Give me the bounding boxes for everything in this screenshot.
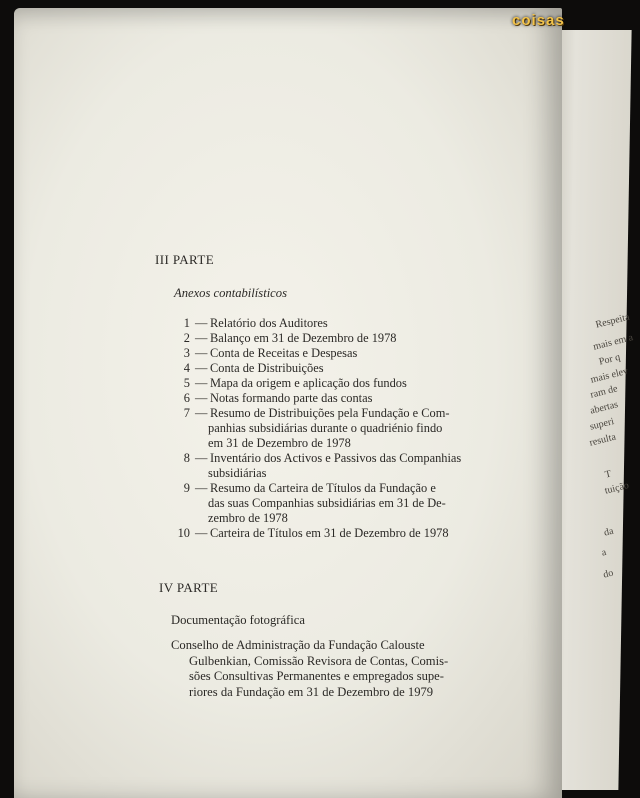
- annex-item-number: 4: [183, 361, 190, 375]
- annex-item-text: subsidiárias: [208, 466, 267, 480]
- facing-page-text: tuição: [603, 480, 630, 497]
- part-iv-heading: IV PARTE: [159, 580, 219, 595]
- annex-item-number: 9: [183, 481, 190, 495]
- annex-item-number: 5: [183, 376, 190, 390]
- annex-item-text: zembro de 1978: [208, 511, 288, 525]
- annex-item-number: 6: [183, 391, 190, 405]
- facing-page-text: Respeita: [594, 311, 631, 331]
- facing-page-text: da: [602, 525, 615, 539]
- annex-item-dash: —: [195, 451, 208, 465]
- annex-item-text: Carteira de Títulos em 31 de Dezembro de 1978: [210, 526, 449, 540]
- annex-item-number: 2: [183, 331, 190, 345]
- annex-item-dash: —: [195, 391, 208, 405]
- facing-page-text: mais elev: [589, 365, 630, 386]
- part-iii-heading: III PARTE: [155, 252, 215, 267]
- annex-item-text: Relatório dos Auditores: [210, 316, 328, 330]
- facing-page-text: a: [600, 546, 608, 559]
- paragraph-line: riores da Fundação em 31 de Dezembro de 1979: [189, 684, 434, 699]
- paragraph-line: Conselho de Administração da Fundação Calouste: [171, 638, 425, 652]
- annex-item-number: 3: [183, 346, 190, 360]
- part-iv-subtitle: Documentação fotográfica: [171, 613, 305, 627]
- annex-item-text: Mapa da origem e aplicação dos fundos: [210, 376, 407, 390]
- annex-item-text: das suas Companhias subsidiárias em 31 de De-: [208, 496, 446, 510]
- annex-item-text: panhias subsidiárias durante o quadriénio findo: [208, 421, 443, 435]
- facing-page-text: resulta: [588, 431, 617, 449]
- annex-item-number: 7: [183, 406, 190, 420]
- annex-item-dash: —: [195, 316, 208, 330]
- annex-item-dash: —: [195, 376, 208, 390]
- annex-item-dash: —: [195, 331, 208, 345]
- annex-item-number: 8: [183, 451, 190, 465]
- annex-item-dash: —: [195, 406, 208, 420]
- paragraph-line: sões Consultivas Permanentes e empregados supe-: [189, 669, 444, 683]
- paragraph-line: Gulbenkian, Comissão Revisora de Contas, Comis-: [189, 653, 449, 668]
- annex-item-dash: —: [195, 361, 208, 375]
- annex-item-dash: —: [195, 526, 208, 540]
- annex-item-text: Inventário dos Activos e Passivos das Companhias: [210, 451, 462, 465]
- annex-item-text: Balanço em 31 de Dezembro de 1978: [210, 331, 397, 345]
- book-page: [14, 8, 562, 798]
- facing-page-text: T: [603, 468, 613, 481]
- annex-item-number: 10: [177, 526, 190, 540]
- watermark-logo: coisas: [512, 12, 565, 29]
- facing-page-text: mais em a: [592, 332, 635, 353]
- annex-item-dash: —: [195, 481, 208, 495]
- facing-page-text: abertas: [589, 399, 620, 417]
- facing-page-text: Por q: [597, 351, 622, 368]
- annex-item-text: Conta de Distribuições: [210, 361, 324, 375]
- annex-item-text: em 31 de Dezembro de 1978: [208, 436, 351, 450]
- facing-page-text: do: [602, 567, 615, 581]
- annex-item-text: Conta de Receitas e Despesas: [210, 346, 358, 360]
- part-iii-subtitle: Anexos contabilísticos: [174, 286, 287, 300]
- annex-item-number: 1: [183, 316, 190, 330]
- annex-item-text: Resumo de Distribuições pela Fundação e Com-: [210, 406, 450, 420]
- facing-page-text: ram de: [589, 383, 619, 401]
- facing-page-text: superi: [588, 416, 616, 433]
- annex-item-text: Notas formando parte das contas: [210, 391, 373, 405]
- annex-item-dash: —: [195, 346, 208, 360]
- annex-item-text: Resumo da Carteira de Títulos da Fundação e: [210, 481, 436, 495]
